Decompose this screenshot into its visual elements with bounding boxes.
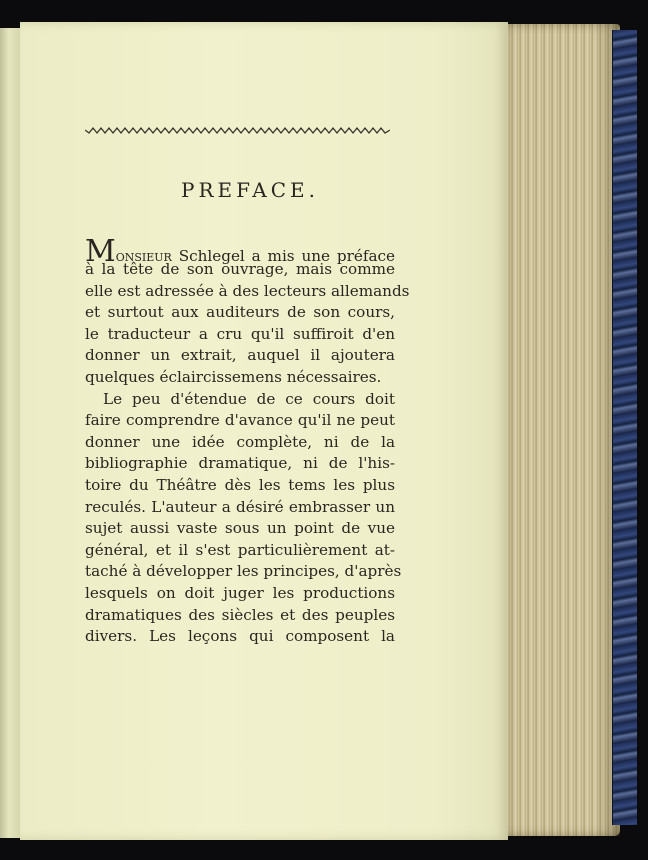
text-line: Monsieur Schlegel a mis une préface xyxy=(85,234,396,269)
text-line: toire du Théâtre dès les tems les plus xyxy=(85,475,395,494)
text-line: bibliographie dramatique, ni de l'his- xyxy=(85,454,395,473)
ornament-rule xyxy=(85,125,390,137)
text-line: le traducteur a cru qu'il suffiroit d'en xyxy=(85,324,395,343)
text-line: à la tête de son ouvrage, mais comme xyxy=(85,260,395,278)
body-text xyxy=(85,234,410,648)
text-line: général, et il s'est particulièrement at- xyxy=(85,540,395,559)
text-line: quelques éclaircissemens nécessaires. xyxy=(85,367,382,386)
page-title: PREFACE. xyxy=(181,178,319,202)
drop-cap: M xyxy=(85,234,116,269)
text-line: elle est adressée à des lecteurs allemands xyxy=(85,281,410,300)
text-line: donner une idée complète, ni de la xyxy=(85,432,395,451)
left-page-edge xyxy=(0,28,21,838)
text-line: donner un extrait, auquel il ajoutera xyxy=(85,346,395,365)
text-line: reculés. L'auteur a désiré embrasser un xyxy=(85,497,395,516)
text-line: lesquels on doit juger les productions xyxy=(85,583,395,602)
text-line: taché à développer les principes, d'après xyxy=(85,562,402,581)
text-line: dramatiques des siècles et des peuples xyxy=(85,605,395,624)
text-line: faire comprendre d'avance qu'il ne peut xyxy=(85,411,395,430)
text-line: Le peu d'étendue de ce cours doit xyxy=(103,389,395,408)
page-edges-shadow xyxy=(490,24,620,836)
text-line: et surtout aux auditeurs de son cours, xyxy=(85,303,395,322)
marbled-cover xyxy=(612,30,637,825)
text-line: divers. Les leçons qui composent la xyxy=(85,627,395,646)
smallcaps-word: onsieur xyxy=(115,247,172,265)
text-line: sujet aussi vaste sous un point de vue xyxy=(85,519,395,538)
